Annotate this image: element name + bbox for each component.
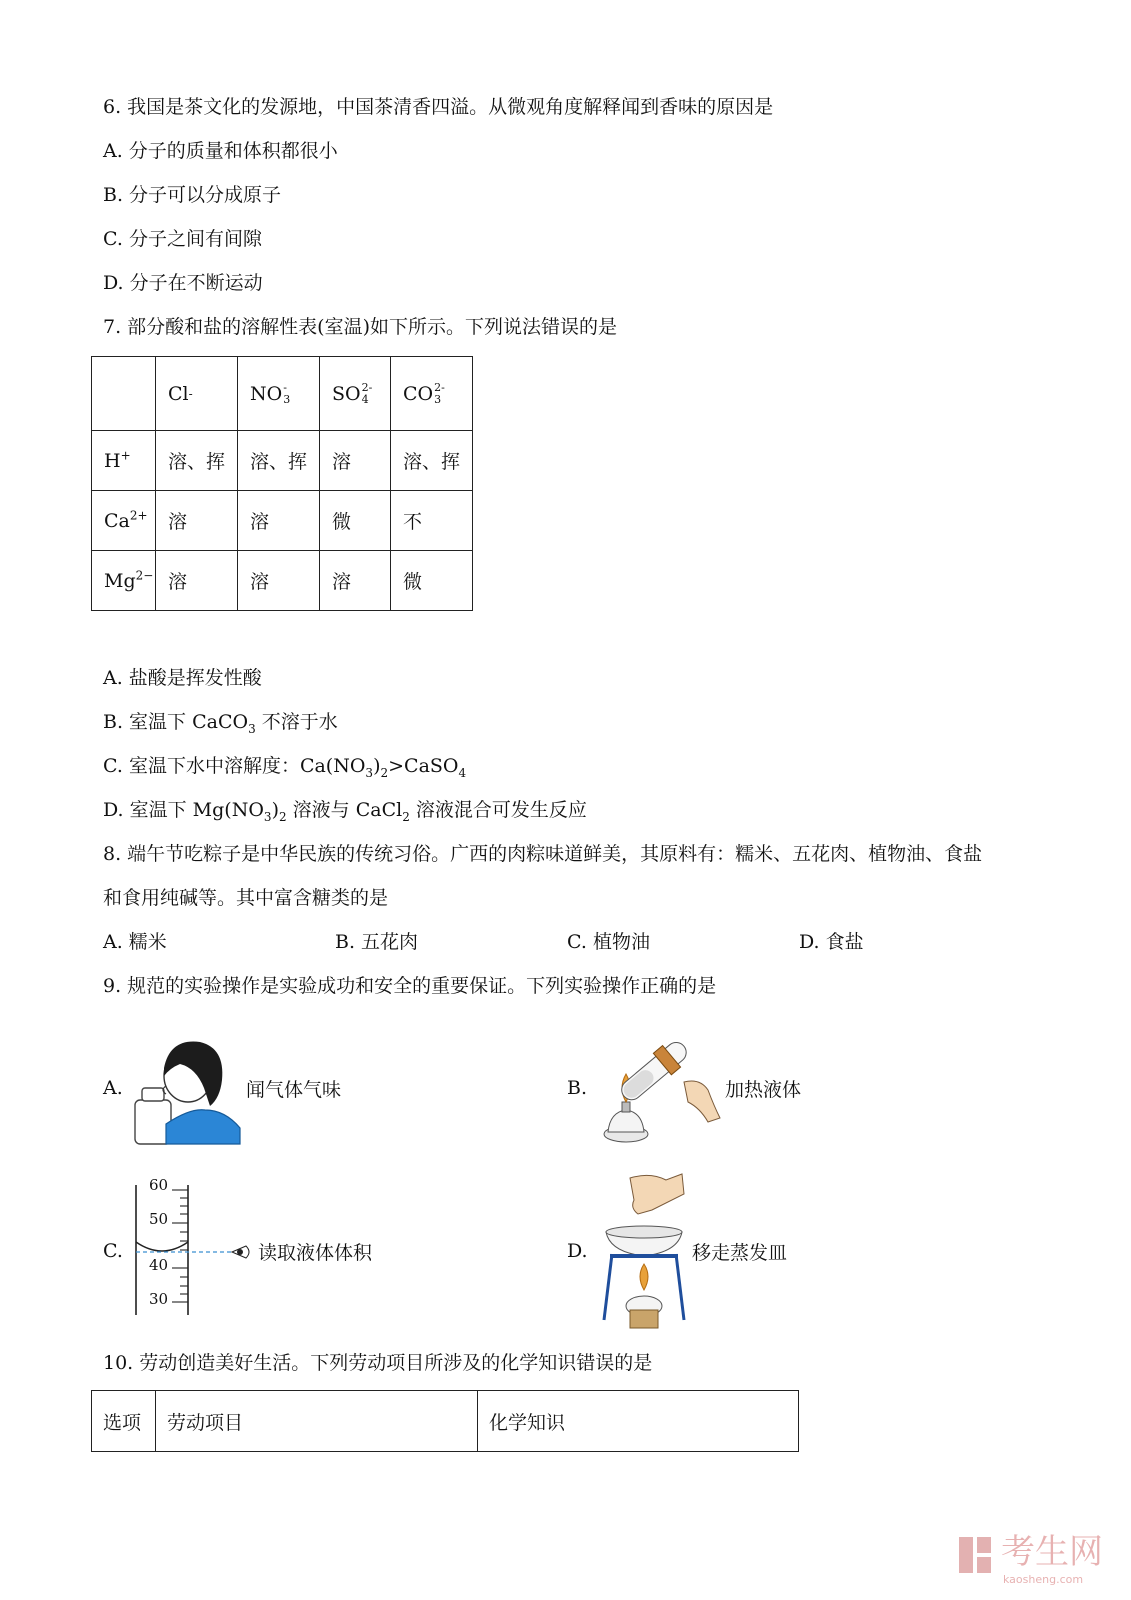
q9-d-label: D. [567, 1240, 588, 1262]
tick-60: 60 [149, 1176, 169, 1194]
header-cl: Cl - [156, 357, 238, 431]
q6-option-d: D. 分子在不断运动 [103, 272, 263, 294]
q9-a-caption: 闻气体气味 [246, 1079, 342, 1101]
q9-d-caption: 移走蒸发皿 [692, 1242, 788, 1264]
table-cell: 溶 [320, 431, 391, 491]
table-cell: 微 [320, 491, 391, 551]
q7-option-d: D. 室温下 $Mg(NO_3)_2$ 溶液与 CaCl$_2$ 溶液混合可发生反应 [103, 799, 587, 824]
q8-option-c: C. 植物油 [567, 931, 650, 953]
q9-b-label: B. [567, 1077, 588, 1099]
table-cell: 溶 [238, 551, 320, 611]
q9-c-caption: 读取液体体积 [258, 1242, 373, 1264]
table-cell: 溶 [156, 551, 238, 611]
graduated-cylinder-figure [128, 1180, 258, 1320]
header-option: 选项 [92, 1391, 156, 1452]
q6-option-c: C. 分子之间有间隙 [103, 228, 262, 250]
heat-liquid-figure [596, 1022, 724, 1148]
q6-option-b: B. 分子可以分成原子 [103, 184, 282, 206]
q8-option-a: A. 糯米 [103, 931, 167, 953]
table-row [92, 491, 473, 551]
evaporating-dish-figure [594, 1170, 694, 1332]
q8-stem-line2: 和食用纯碱等。其中富含糖类的是 [103, 887, 389, 909]
q6-option-a: A. 分子的质量和体积都很小 [103, 140, 338, 162]
watermark-text: 考生网 [1001, 1532, 1103, 1572]
table-cell: 不 [391, 491, 473, 551]
table-row [92, 431, 473, 491]
table-row [92, 1391, 799, 1452]
q8-option-d: D. 食盐 [799, 931, 864, 953]
tick-50: 50 [149, 1210, 169, 1228]
q9-b-caption: 加热液体 [725, 1079, 802, 1101]
header-labor-project: 劳动项目 [156, 1391, 478, 1452]
smell-gas-figure [130, 1028, 245, 1146]
q9-a-label: A. [103, 1077, 123, 1099]
watermark-logo-icon [955, 1533, 995, 1577]
row-ion-mg: $Mg^{2-}$ [92, 551, 156, 611]
row-ion-h: H+ [92, 431, 156, 491]
solubility-table [91, 356, 473, 611]
watermark [955, 1524, 1103, 1586]
q10-stem: 10. 劳动创造美好生活。下列劳动项目所涉及的化学知识错误的是 [103, 1352, 653, 1374]
table-cell: 溶、挥 [238, 431, 320, 491]
header-so4: SO 2- 4 [320, 357, 391, 431]
table-cell: 溶、挥 [391, 431, 473, 491]
table-cell: 溶 [320, 551, 391, 611]
table-corner [92, 357, 156, 431]
watermark-url: kaosheng.com [1003, 1573, 1084, 1586]
row-ion-ca: $Ca^{2+}$ [92, 491, 156, 551]
header-chemistry-knowledge: 化学知识 [478, 1391, 799, 1452]
q7-option-c: C. 室温下水中溶解度：$Ca(NO_3)_2>CaSO_4$ [103, 755, 467, 780]
table-cell: 溶、挥 [156, 431, 238, 491]
table-cell: 微 [391, 551, 473, 611]
labor-table [91, 1390, 799, 1452]
table-cell: 溶 [238, 491, 320, 551]
table-cell: 溶 [156, 491, 238, 551]
q8-option-b: B. 五花肉 [335, 931, 419, 953]
tick-30: 30 [149, 1290, 169, 1308]
header-co3: CO 2- 3 [391, 357, 473, 431]
q8-stem-line1: 8. 端午节吃粽子是中华民族的传统习俗。广西的肉粽味道鲜美，其原料有：糯米、五花肉、植物油、食盐 [103, 843, 983, 865]
q7-stem: 7. 部分酸和盐的溶解性表(室温)如下所示。下列说法错误的是 [103, 316, 617, 338]
tick-40: 40 [149, 1256, 169, 1274]
header-no3: NO - 3 [238, 357, 320, 431]
q7-option-b: B. 室温下 CaCO$_3$ 不溶于水 [103, 711, 338, 736]
q9-stem: 9. 规范的实验操作是实验成功和安全的重要保证。下列实验操作正确的是 [103, 975, 717, 997]
q6-stem: 6. 我国是茶文化的发源地，中国茶清香四溢。从微观角度解释闻到香味的原因是 [103, 96, 774, 118]
table-row [92, 551, 473, 611]
q9-c-label: C. [103, 1240, 123, 1262]
q7-option-a: A. 盐酸是挥发性酸 [103, 667, 262, 689]
